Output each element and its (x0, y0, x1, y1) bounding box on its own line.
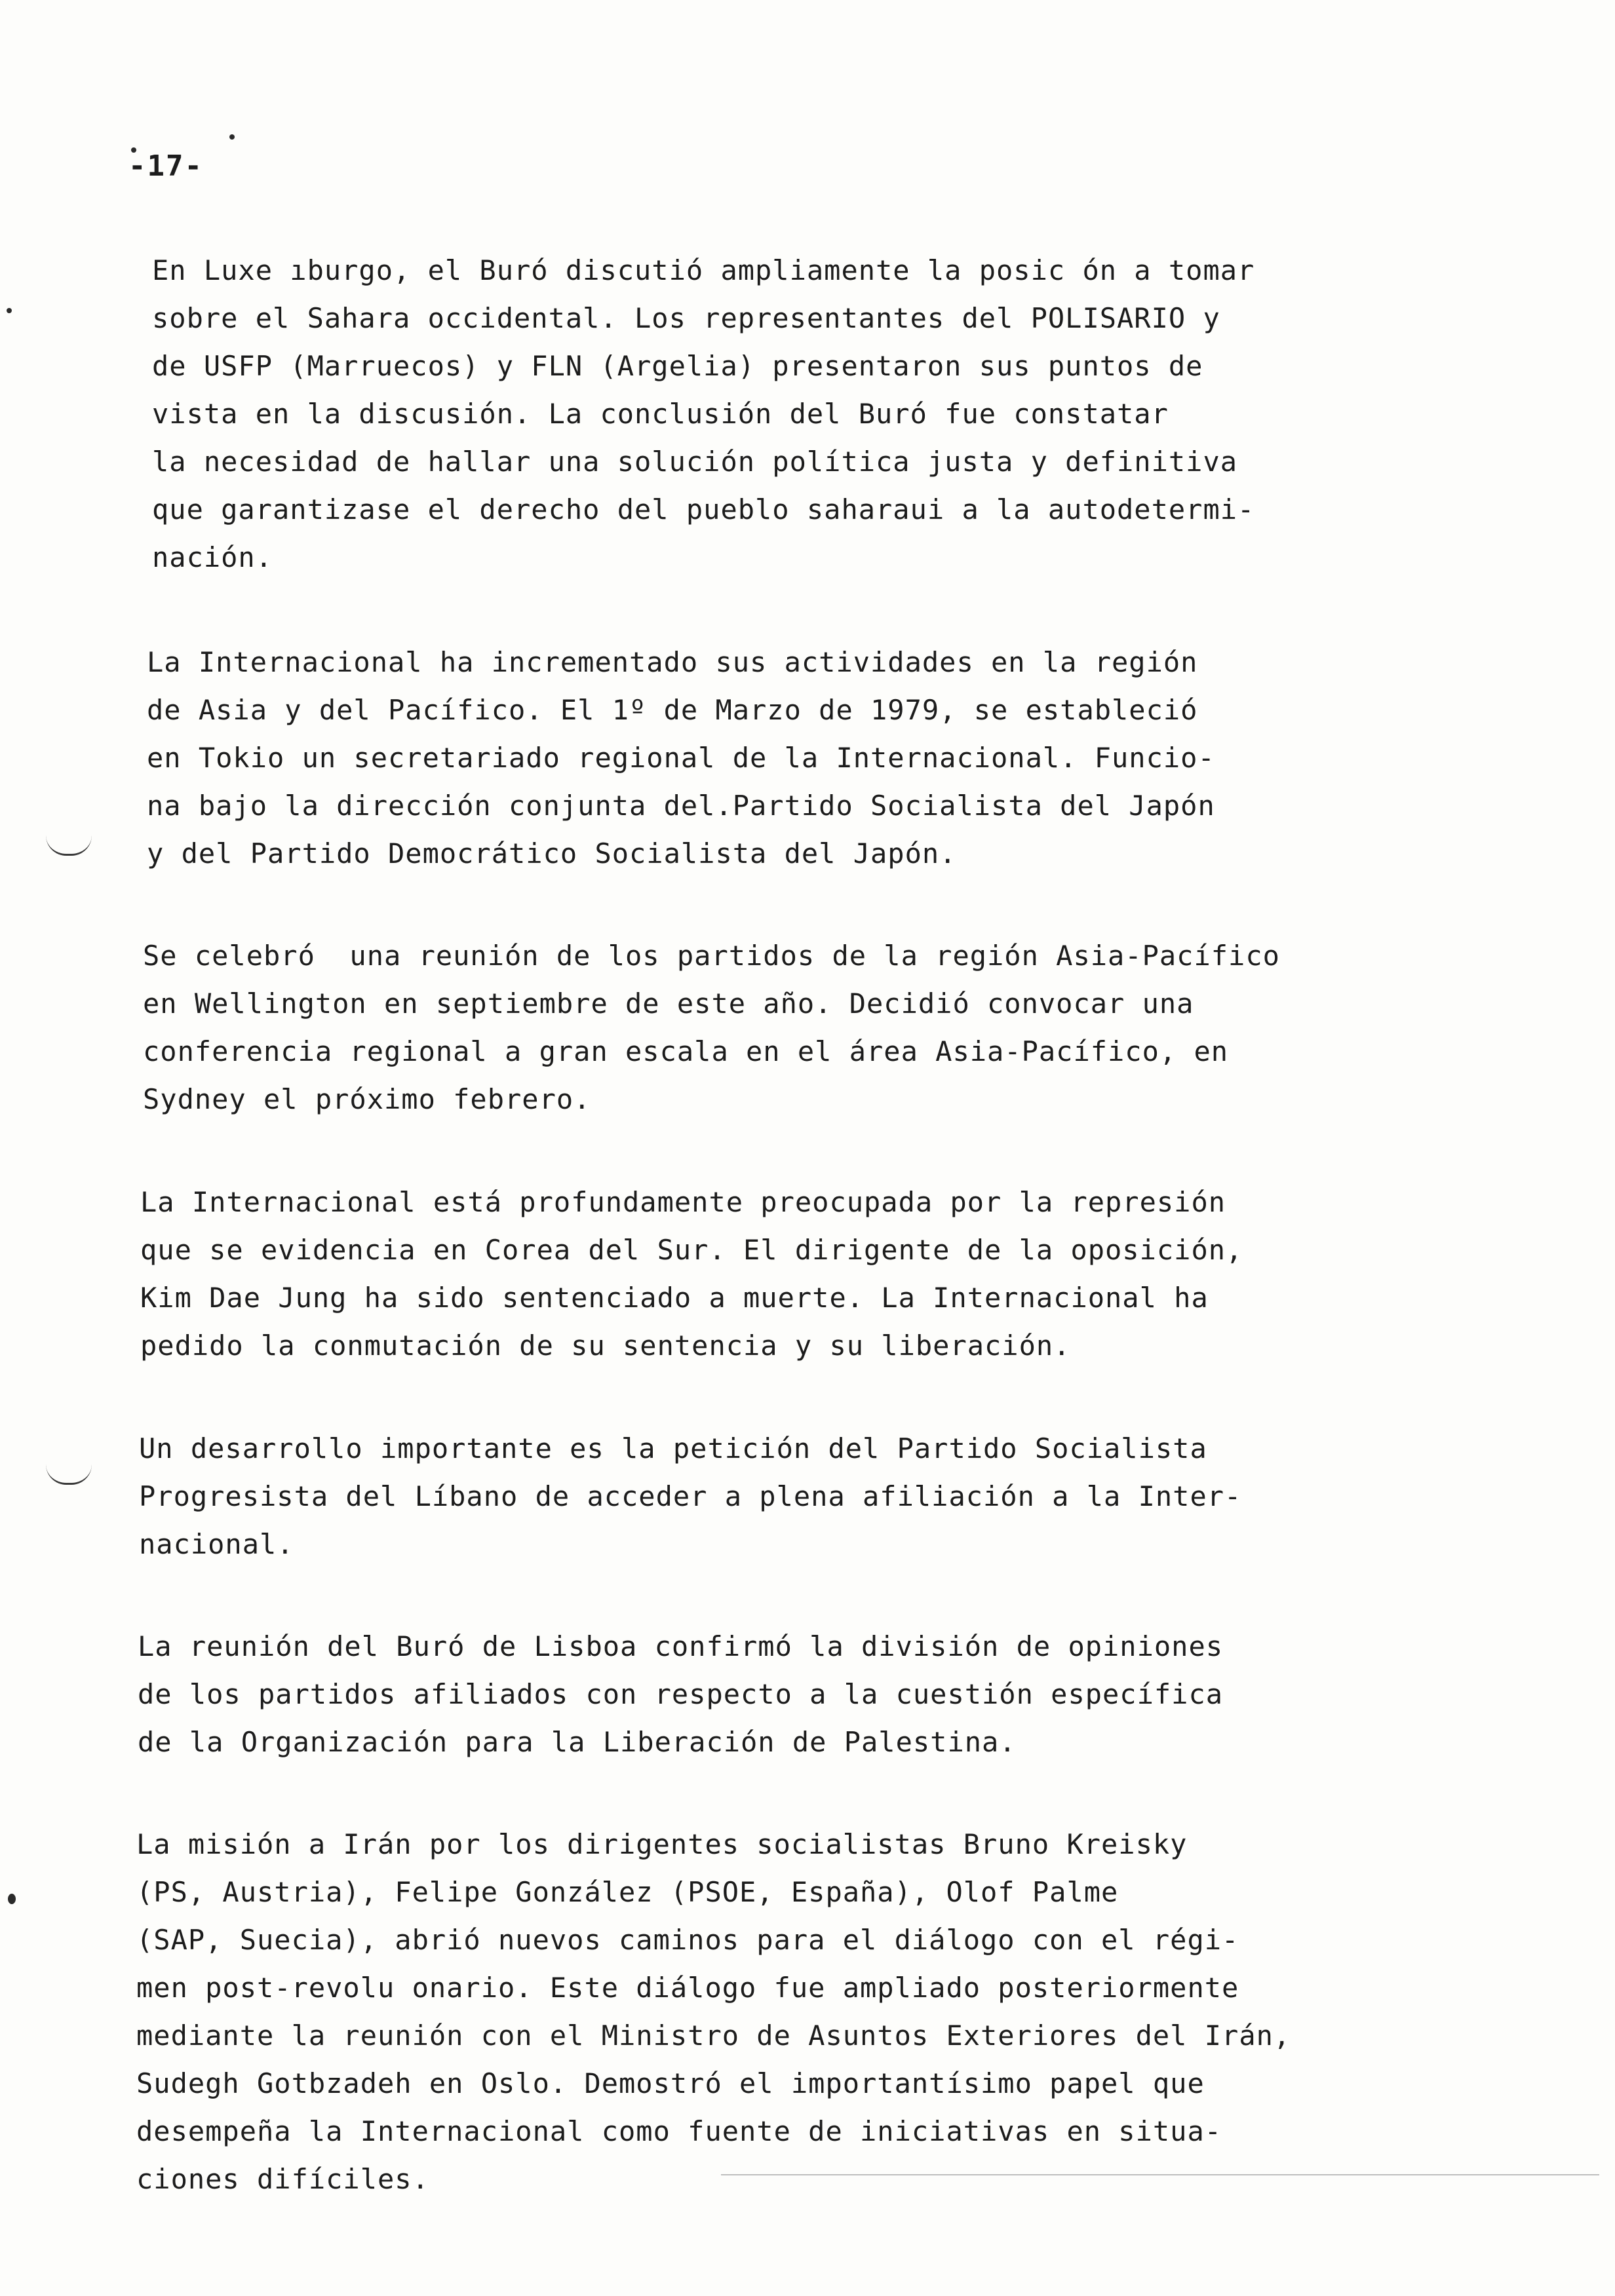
bottom-scan-line (721, 2174, 1599, 2175)
paragraph-7-line-4: men post-revolu onario. Este diálogo fue ampliado posteriormente (136, 1972, 1239, 2004)
paragraph-1-line-6: que garantizase el derecho del pueblo saharaui a la autodetermi- (152, 493, 1255, 526)
paragraph-2-line-5: y del Partido Democrático Socialista del Japón. (147, 837, 957, 870)
margin-dot-2 (229, 134, 235, 140)
paragraph-2-line-3: en Tokio un secretariado regional de la Internacional. Funcio- (147, 742, 1215, 774)
paragraph-7-line-5: mediante la reunión con el Ministro de Asuntos Exteriores del Irán, (136, 2019, 1291, 2052)
margin-dot-3 (7, 308, 12, 313)
paragraph-6-line-1: La reunión del Buró de Lisboa confirmó la división de opiniones (138, 1630, 1224, 1662)
paragraph-7-line-6: Sudegh Gotbzadeh en Oslo. Demostró el importantísimo papel que (136, 2067, 1205, 2099)
paragraph-2-line-2: de Asia y del Pacífico. El 1º de Marzo de 1979, se estableció (147, 694, 1198, 726)
paragraph-7-line-8: ciones difíciles. (136, 2163, 429, 2195)
paragraph-4-line-3: Kim Dae Jung ha sido sentenciado a muerte. La Internacional ha (140, 1282, 1209, 1314)
paragraph-5-line-1: Un desarrollo importante es la petición del Partido Socialista (139, 1432, 1207, 1464)
paragraph-7-line-7: desempeña la Internacional como fuente de iniciativas en situa- (136, 2115, 1222, 2147)
paragraph-7-line-2: (PS, Austria), Felipe González (PSOE, España), Olof Palme (136, 1876, 1119, 1908)
paragraph-1-line-4: vista en la discusión. La conclusión del Buró fue constatar (152, 398, 1169, 430)
margin-mark-1 (46, 835, 92, 856)
paragraph-3-line-1: Se celebró una reunión de los partidos de la región Asia-Pacífico (143, 940, 1280, 972)
paragraph-7-line-1: La misión a Irán por los dirigentes socialistas Bruno Kreisky (136, 1828, 1188, 1860)
paragraph-2-line-1: La Internacional ha incrementado sus actividades en la región (147, 646, 1198, 678)
paragraph-7-line-3: (SAP, Suecia), abrió nuevos caminos para el diálogo con el régi- (136, 1924, 1239, 1956)
margin-dot-4 (8, 1894, 16, 1904)
paragraph-3-line-4: Sydney el próximo febrero. (143, 1083, 591, 1115)
paragraph-2-line-4: na bajo la dirección conjunta del.Partido Socialista del Japón (147, 790, 1215, 822)
paragraph-3-line-3: conferencia regional a gran escala en el área Asia-Pacífico, en (143, 1035, 1229, 1067)
paragraph-6-line-3: de la Organización para la Liberación de Palestina. (138, 1726, 1017, 1758)
page-number: -17- (128, 149, 203, 183)
paragraph-1-line-2: sobre el Sahara occidental. Los representantes del POLISARIO y (152, 302, 1220, 334)
paragraph-4-line-2: que se evidencia en Corea del Sur. El dirigente de la oposición, (140, 1234, 1243, 1266)
paragraph-5-line-2: Progresista del Líbano de acceder a plena afiliación a la Inter- (139, 1480, 1242, 1512)
paragraph-6-line-2: de los partidos afiliados con respecto a la cuestión específica (138, 1678, 1224, 1710)
paragraph-1-line-7: nación. (152, 541, 273, 573)
paragraph-4-line-1: La Internacional está profundamente preocupada por la represión (140, 1186, 1226, 1218)
paragraph-5-line-3: nacional. (139, 1528, 294, 1560)
paragraph-3-line-2: en Wellington en septiembre de este año. Decidió convocar una (143, 987, 1194, 1020)
paragraph-4-line-4: pedido la conmutación de su sentencia y su liberación. (140, 1330, 1071, 1362)
paragraph-1-line-3: de USFP (Marruecos) y FLN (Argelia) presentaron sus puntos de (152, 350, 1203, 382)
margin-mark-2 (46, 1464, 92, 1485)
paragraph-1-line-1: En Luxe ıburgo, el Buró discutió ampliamente la posic ón a tomar (152, 254, 1255, 286)
paragraph-1-line-5: la necesidad de hallar una solución política justa y definitiva (152, 446, 1238, 478)
